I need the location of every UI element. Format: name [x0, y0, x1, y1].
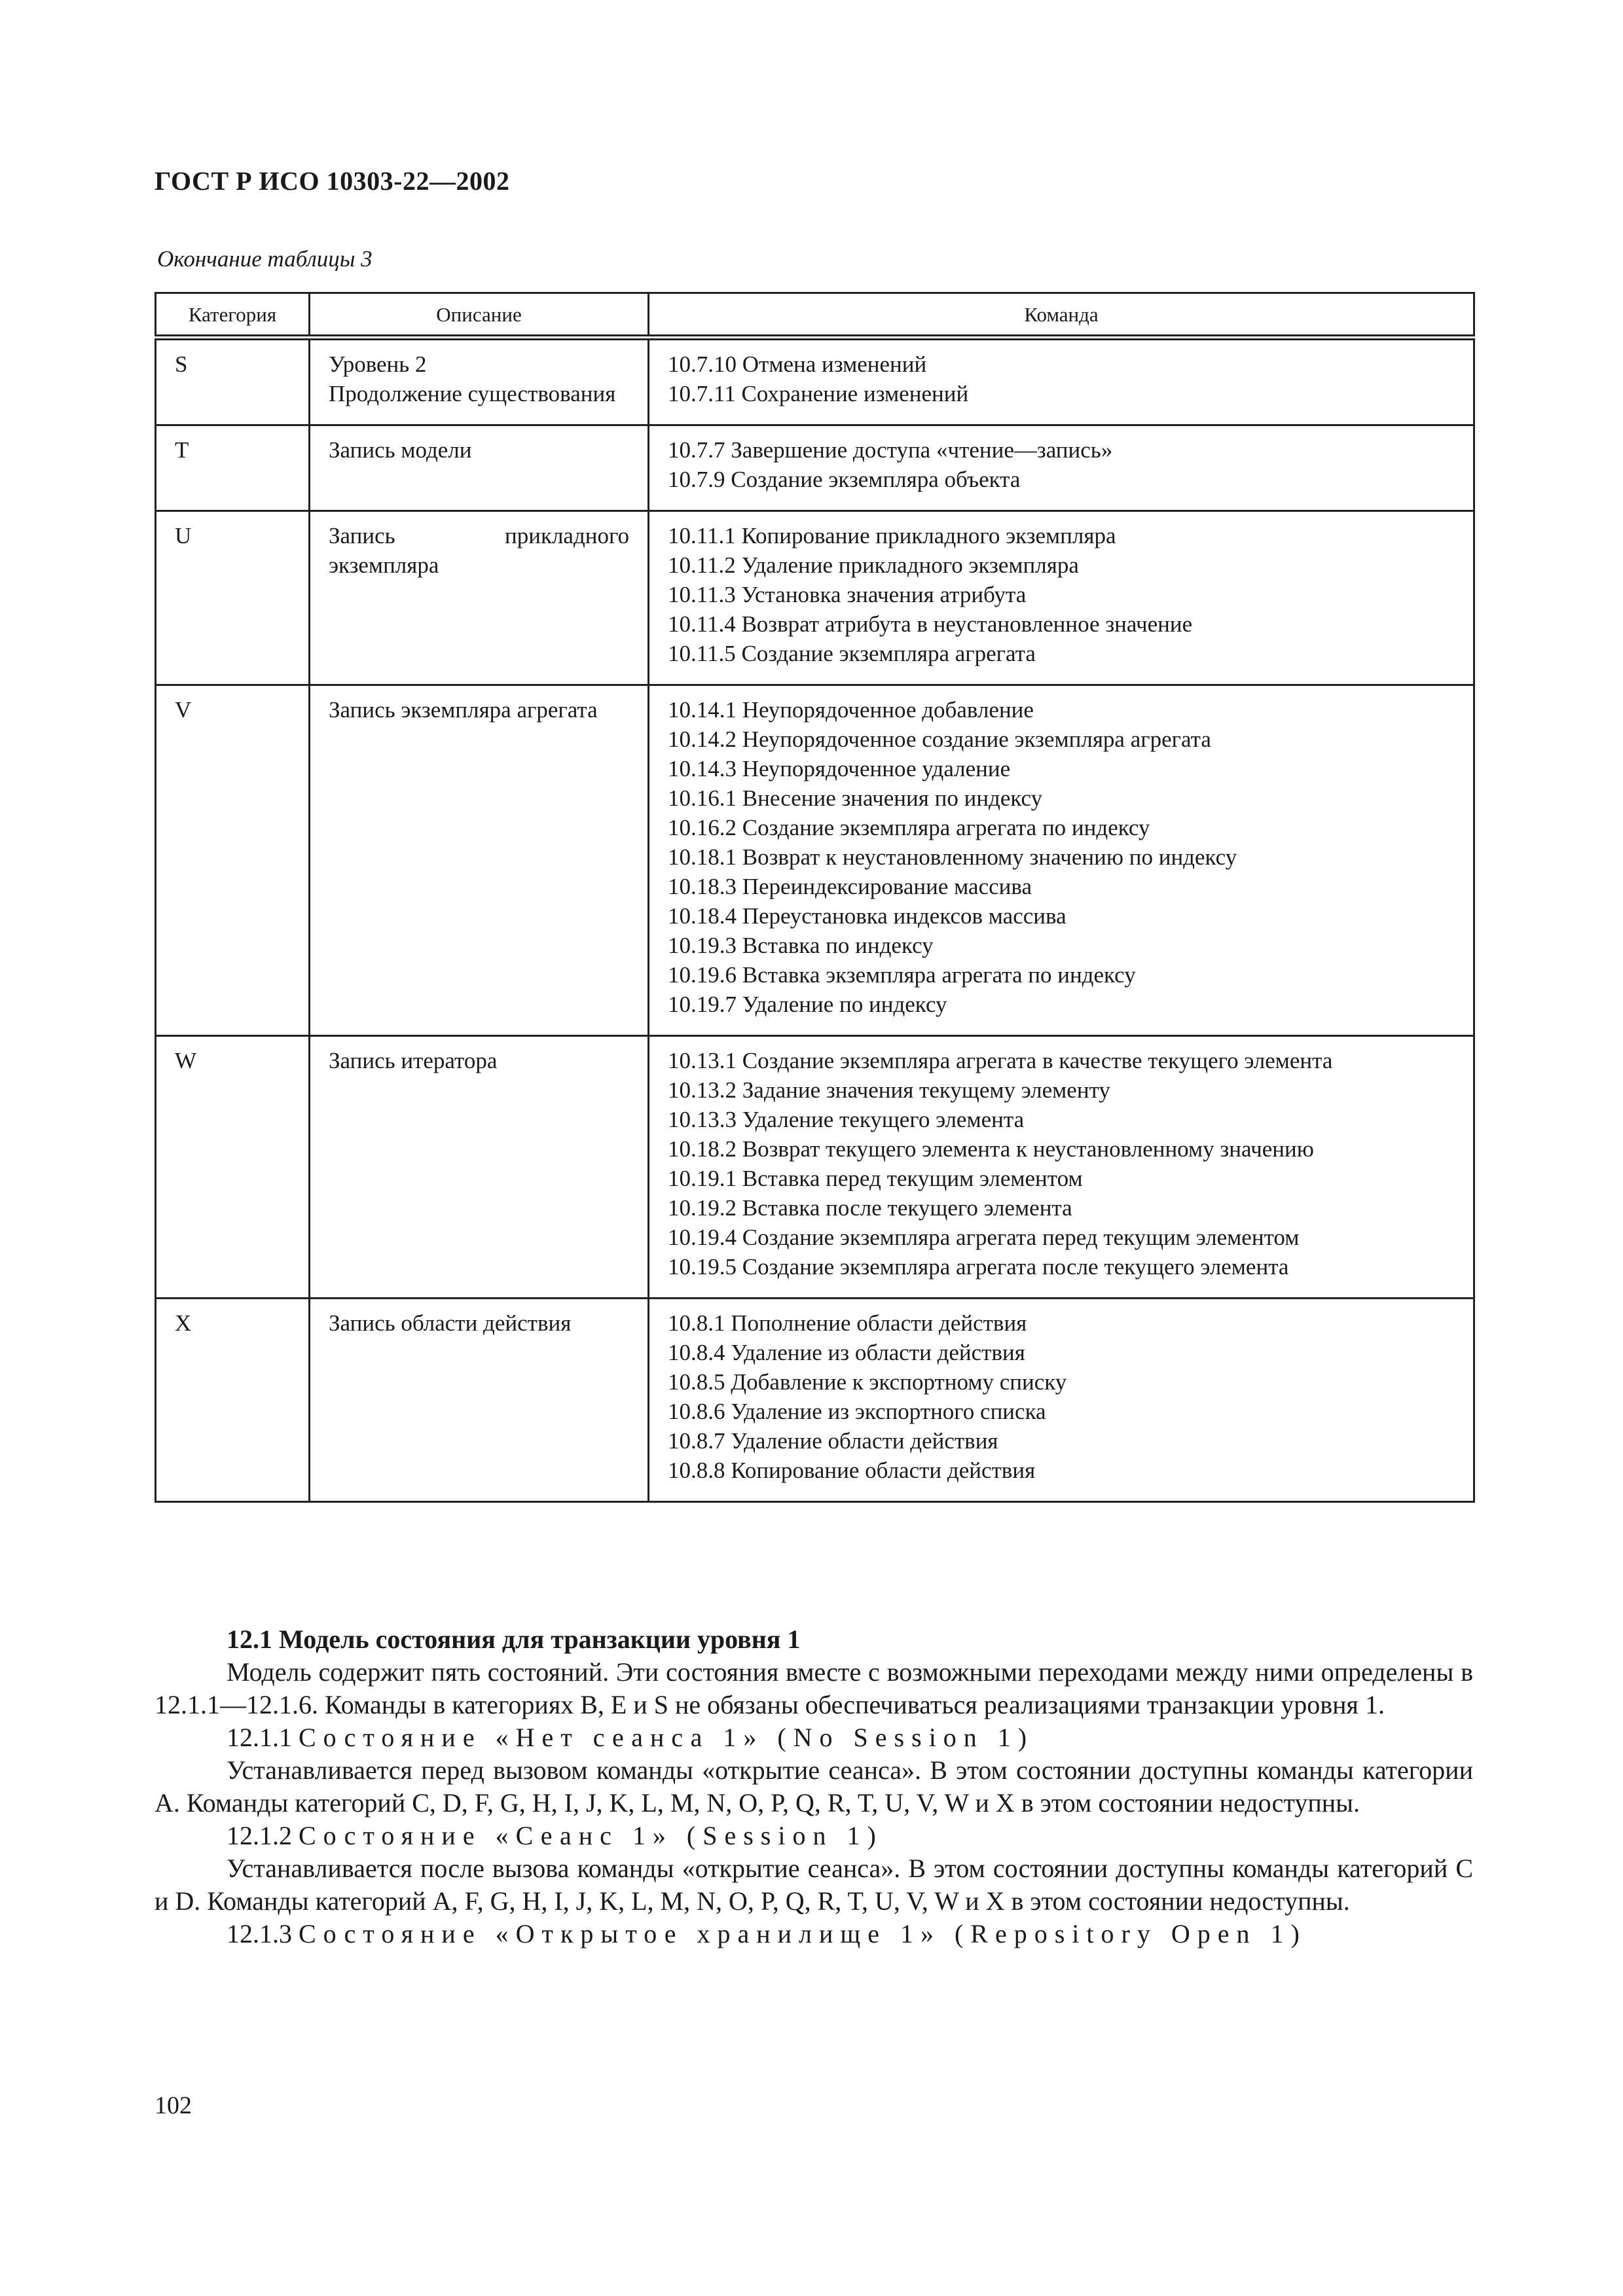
subsection-1-text: Устанавливается перед вызовом команды «открытие сеанса». В этом состоянии доступны команды категории A. Команды категорий C, D, F, G, H, I, J, K, L, M, N, O, P, Q, R, T, U, V, W и X в этом состоянии недоступны.	[155, 1755, 1473, 1818]
command-item: 10.14.3 Неупорядоченное удаление	[668, 756, 1011, 781]
command-item: 10.7.11 Сохранение изменений	[668, 381, 969, 406]
description-value: Запись экземпляра агрегата	[329, 697, 598, 723]
command-item: 10.19.4 Создание экземпляра агрегата перед текущим элементом	[668, 1225, 1300, 1250]
table-row	[156, 1036, 1474, 1299]
table-row	[156, 425, 1474, 511]
subsection-3-number: 12.1.3	[227, 1919, 292, 1948]
category-cell	[156, 511, 310, 685]
command-item: 10.11.3 Установка значения атрибута	[668, 582, 1027, 607]
command-cell	[649, 685, 1474, 1036]
description-cell	[310, 511, 649, 685]
command-item: 10.13.1 Создание экземпляра агрегата в качестве текущего элемента	[668, 1048, 1333, 1073]
subsection-2-title	[155, 1820, 1473, 1852]
description-cell	[310, 338, 649, 425]
command-item: 10.19.3 Вставка по индексу	[668, 933, 934, 958]
subsection-2-name: Состояние «Сеанс 1» (Session 1)	[299, 1821, 883, 1850]
table-row	[156, 1299, 1474, 1502]
section-heading: 12.1 Модель состояния для транзакции уровня 1	[227, 1624, 801, 1654]
command-item: 10.18.3 Переиндексирование массива	[668, 874, 1032, 899]
category-cell	[156, 685, 310, 1036]
category-cell	[156, 338, 310, 425]
category-cell	[156, 1036, 310, 1299]
description-cell	[310, 1299, 649, 1502]
section-intro: Модель содержит пять состояний. Эти состояния вместе с возможными переходами между ними определены в 12.1.1—12.1.6. Команды в категориях B, E и S не обязаны обеспечиваться реализациями транзакции уровня 1.	[155, 1657, 1473, 1719]
column-header-description: Описание	[310, 293, 649, 338]
table-row	[156, 511, 1474, 685]
category-value: V	[175, 697, 192, 723]
command-item: 10.11.5 Создание экземпляра агрегата	[668, 641, 1036, 666]
subsection-1-number: 12.1.1	[227, 1723, 292, 1752]
command-item: 10.11.2 Удаление прикладного экземпляра	[668, 552, 1079, 578]
page-number: 102	[155, 2092, 192, 2119]
description-value: Запись модели	[329, 437, 472, 463]
command-item: 10.19.5 Создание экземпляра агрегата после текущего элемента	[668, 1254, 1289, 1280]
command-item: 10.8.8 Копирование области действия	[668, 1458, 1036, 1483]
command-cell	[649, 1036, 1474, 1299]
subsection-3-name: Состояние «Открытое хранилище 1» (Repository Open 1)	[299, 1919, 1307, 1948]
column-header-command: Команда	[649, 293, 1474, 338]
category-value: X	[175, 1310, 192, 1336]
table-row	[156, 685, 1474, 1036]
command-item: 10.16.2 Создание экземпляра агрегата по индексу	[668, 815, 1150, 840]
command-item: 10.7.7 Завершение доступа «чтение—запись»	[668, 437, 1113, 463]
document-header: ГОСТ Р ИСО 10303-22—2002	[155, 166, 510, 196]
command-item: 10.19.7 Удаление по индексу	[668, 992, 947, 1017]
description-value: Запись области действия	[329, 1310, 572, 1336]
description-cell	[310, 685, 649, 1036]
command-item: 10.18.2 Возврат текущего элемента к неустановленному значению	[668, 1136, 1314, 1162]
command-item: 10.8.7 Удаление области действия	[668, 1428, 998, 1454]
subsection-2-text: Устанавливается после вызова команды «открытие сеанса». В этом состоянии доступны команды категорий C и D. Команды категорий A, F, G, H, I, J, K, L, M, N, O, P, Q, R, T, U, V, W и X в этом состоянии недоступны.	[155, 1854, 1473, 1916]
command-cell	[649, 338, 1474, 425]
command-cell	[649, 511, 1474, 685]
description-cell	[310, 425, 649, 511]
command-item: 10.14.2 Неупорядоченное создание экземпляра агрегата	[668, 726, 1211, 752]
section-text	[155, 1623, 1473, 1950]
description-value: Запись прикладного экземпляра	[329, 523, 629, 578]
commands-table	[155, 292, 1475, 1503]
command-item: 10.8.4 Удаление из области действия	[668, 1340, 1025, 1365]
command-item: 10.14.1 Неупорядоченное добавление	[668, 697, 1034, 723]
table-caption: Окончание таблицы 3	[157, 246, 373, 272]
command-cell	[649, 425, 1474, 511]
column-header-category: Категория	[156, 293, 310, 338]
command-item: 10.13.2 Задание значения текущему элементу	[668, 1077, 1110, 1103]
table-header-row	[156, 293, 1474, 338]
subsection-3-title	[155, 1918, 1473, 1950]
command-item: 10.19.1 Вставка перед текущим элементом	[668, 1166, 1083, 1191]
description-value: Уровень 2 Продолжение существования	[329, 351, 616, 406]
command-item: 10.7.10 Отмена изменений	[668, 351, 927, 377]
category-value: W	[175, 1048, 197, 1073]
subsection-2-number: 12.1.2	[227, 1821, 292, 1850]
command-item: 10.16.1 Внесение значения по индексу	[668, 785, 1043, 811]
table-row	[156, 338, 1474, 425]
description-value: Запись итератора	[329, 1048, 498, 1073]
category-value: U	[175, 523, 192, 548]
subsection-1-name: Состояние «Нет сеанса 1» (No Session 1)	[299, 1723, 1034, 1752]
command-item: 10.11.1 Копирование прикладного экземпляра	[668, 523, 1116, 548]
category-cell	[156, 1299, 310, 1502]
category-value: T	[175, 437, 189, 463]
category-cell	[156, 425, 310, 511]
description-cell	[310, 1036, 649, 1299]
command-cell	[649, 1299, 1474, 1502]
command-item: 10.19.2 Вставка после текущего элемента	[668, 1195, 1072, 1221]
category-value: S	[175, 351, 188, 377]
command-item: 10.13.3 Удаление текущего элемента	[668, 1107, 1025, 1132]
command-item: 10.8.5 Добавление к экспортному списку	[668, 1369, 1067, 1395]
subsection-1-title	[155, 1721, 1473, 1754]
command-item: 10.8.1 Пополнение области действия	[668, 1310, 1027, 1336]
command-item: 10.11.4 Возврат атрибута в неустановленное значение	[668, 611, 1193, 637]
command-item: 10.19.6 Вставка экземпляра агрегата по индексу	[668, 962, 1136, 988]
command-item: 10.8.6 Удаление из экспортного списка	[668, 1399, 1046, 1424]
command-item: 10.7.9 Создание экземпляра объекта	[668, 467, 1021, 492]
command-item: 10.18.1 Возврат к неустановленному значению по индексу	[668, 844, 1237, 870]
command-item: 10.18.4 Переустановка индексов массива	[668, 903, 1067, 929]
